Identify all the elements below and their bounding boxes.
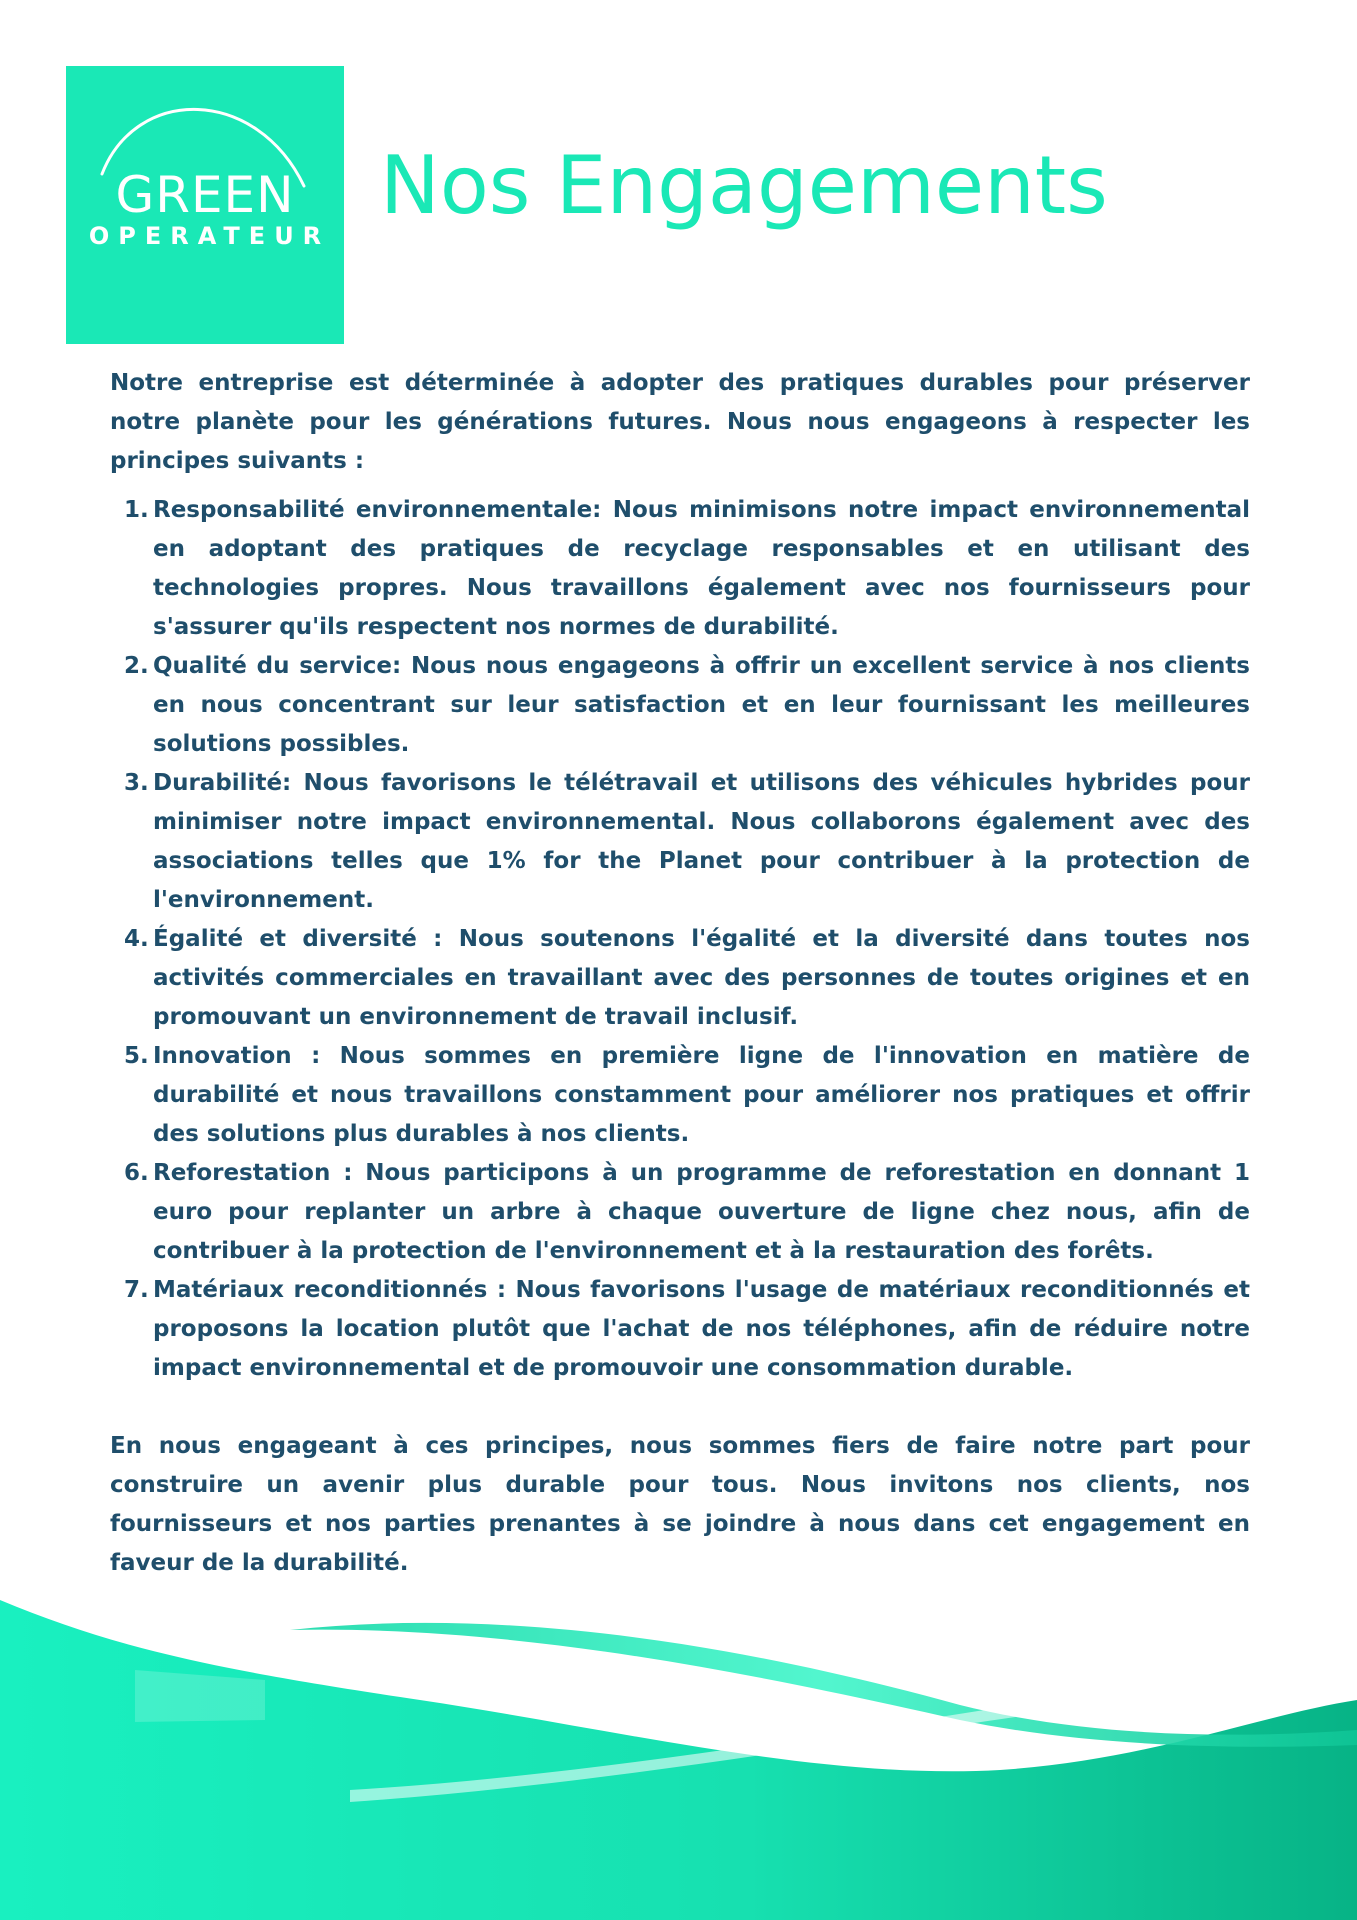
- intro-paragraph: Notre entreprise est déterminée à adopter des pratiques durables pour préserver notre planète pour les générations futures. Nous nous engageons à respecter les principes suivants :: [110, 370, 1250, 474]
- decorative-wave-footer: [0, 1580, 1357, 1920]
- list-item: [110, 1037, 1250, 1154]
- list-item-number: 5.: [124, 1043, 149, 1069]
- list-item-number: 2.: [124, 653, 149, 679]
- list-item-text: Égalité et diversité : Nous soutenons l'égalité et la diversité dans toutes nos activités commerciales en travaillant avec des personnes de toutes origines et en promouvant un environnement de travail inclusif.: [153, 926, 1250, 1030]
- list-item-text: Innovation : Nous sommes en première ligne de l'innovation en matière de durabilité et nous travaillons constamment pour améliorer nos pratiques et offrir des solutions plus durables à nos clients.: [153, 1043, 1250, 1147]
- company-logo: [66, 66, 344, 344]
- list-item-number: 4.: [124, 926, 149, 952]
- logo-wordmark-green: GREEN: [115, 166, 295, 224]
- list-item-text: Qualité du service: Nous nous engageons à offrir un excellent service à nos clients en nous concentrant sur leur satisfaction et en leur fournissant les meilleures solutions possibles.: [153, 653, 1250, 757]
- list-item-text: Reforestation : Nous participons à un programme de reforestation en donnant 1 euro pour replanter un arbre à chaque ouverture de ligne chez nous, afin de contribuer à la protection de l'environnement et à la restauration des forêts.: [153, 1160, 1250, 1264]
- list-item-text: Durabilité: Nous favorisons le télétravail et utilisons des véhicules hybrides pour minimiser notre impact environnemental. Nous collaborons également avec des associations telles que 1% for the Planet pour contribuer à la protection de l'environnement.: [153, 770, 1250, 913]
- list-item-number: 7.: [124, 1277, 149, 1303]
- logo-wordmark-operateur: OPERATEUR: [88, 222, 331, 250]
- closing-paragraph: En nous engageant à ces principes, nous sommes fiers de faire notre part pour construire un avenir plus durable pour tous. Nous invitons nos clients, nos fournisseurs et nos parties prenantes à se joindre à nous dans cet engagement en faveur de la durabilité.: [110, 1433, 1250, 1576]
- list-item: [110, 764, 1250, 920]
- list-item-number: 3.: [124, 770, 149, 796]
- list-item: [110, 920, 1250, 1037]
- list-item-number: 1.: [124, 497, 149, 523]
- principles-list: [110, 491, 1250, 1388]
- page-title: Nos Engagements: [380, 139, 1108, 232]
- list-item-number: 6.: [124, 1160, 149, 1186]
- list-item-text: Responsabilité environnementale: Nous minimisons notre impact environnemental en adoptant des pratiques de recyclage responsables et en utilisant des technologies propres. Nous travaillons également avec nos fournisseurs pour s'assurer qu'ils respectent nos normes de durabilité.: [153, 497, 1250, 640]
- list-item: [110, 491, 1250, 647]
- list-item-text: Matériaux reconditionnés : Nous favorisons l'usage de matériaux reconditionnés et proposons la location plutôt que l'achat de nos téléphones, afin de réduire notre impact environnemental et de promouvoir une consommation durable.: [153, 1277, 1250, 1381]
- list-item: [110, 1271, 1250, 1388]
- list-item: [110, 647, 1250, 764]
- list-item: [110, 1154, 1250, 1271]
- document-body: [110, 364, 1250, 1583]
